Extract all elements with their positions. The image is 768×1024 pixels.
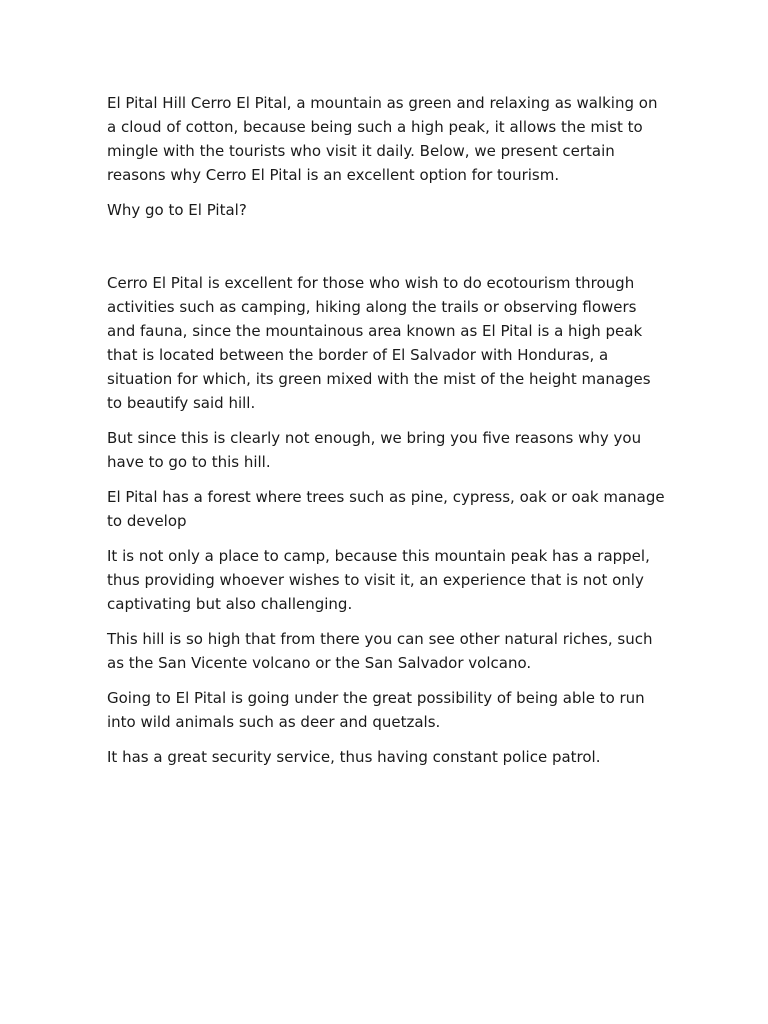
section-question: Why go to El Pital? xyxy=(107,201,247,219)
reasons-intro-paragraph: But since this is clearly not enough, we bring you five reasons why you have to go to this hill. xyxy=(107,429,642,471)
ecotourism-paragraph: Cerro El Pital is excellent for those who wish to do ecotourism through activities such as camping, hiking along the trails or observing flowers and fauna, since the mountainous area known as El Pital is a high peak that is located between the border of El Salvador with Honduras, a situation for which, its green mixed with the mist of the height manages to beautify said hill. xyxy=(107,274,651,412)
reason-forest-paragraph: El Pital has a forest where trees such as pine, cypress, oak or oak manage to develop xyxy=(107,488,665,530)
reason-view-paragraph: This hill is so high that from there you can see other natural riches, such as the San Vicente volcano or the San Salvador volcano. xyxy=(107,630,653,672)
reason-rappel-paragraph: It is not only a place to camp, because this mountain peak has a rappel, thus providing whoever wishes to visit it, an experience that is not only captivating but also challenging. xyxy=(107,547,650,613)
reason-wildlife-paragraph: Going to El Pital is going under the great possibility of being able to run into wild animals such as deer and quetzals. xyxy=(107,689,645,731)
intro-paragraph: El Pital Hill Cerro El Pital, a mountain as green and relaxing as walking on a cloud of cotton, because being such a high peak, it allows the mist to mingle with the tourists who visit it daily. Below, we present certain reasons why Cerro El Pital is an excellent option for tourism. xyxy=(107,94,658,184)
blank-line xyxy=(107,233,667,271)
document-body xyxy=(107,91,667,780)
reason-security-paragraph: It has a great security service, thus having constant police patrol. xyxy=(107,748,601,766)
